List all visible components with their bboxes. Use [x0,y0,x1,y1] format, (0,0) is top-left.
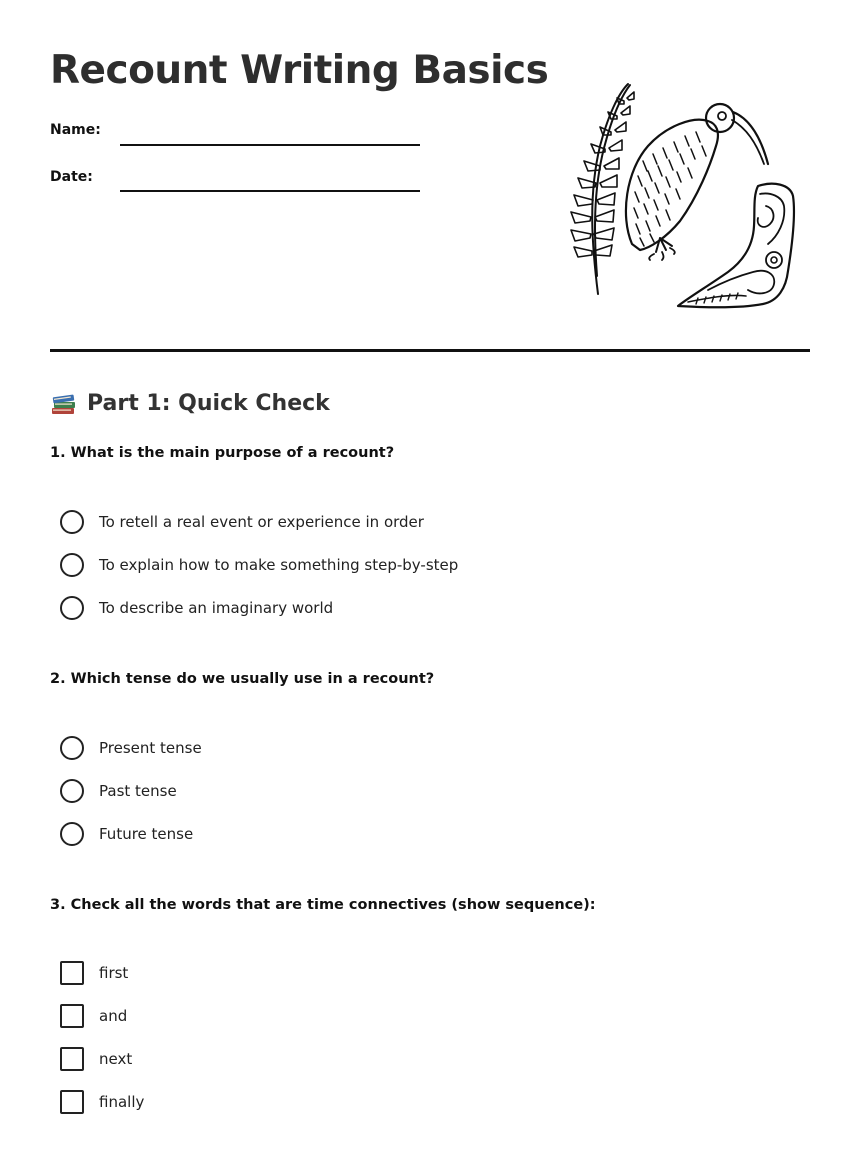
question-3-option-3[interactable] [60,1046,132,1072]
date-label: Date: [50,169,93,185]
question-1-option-2[interactable] [60,552,458,578]
carving-icon [678,184,794,308]
name-field[interactable] [120,144,420,146]
radio-button[interactable] [60,736,84,760]
option-label: Future tense [99,825,194,843]
option-label: To explain how to make something step-by-step [99,556,459,574]
question-3: 3. Check all the words that are time connectives (show sequence): [50,897,596,913]
radio-button[interactable] [60,779,84,803]
option-label: Present tense [99,739,202,757]
option-label: next [99,1050,133,1068]
question-2-option-3[interactable] [60,821,193,847]
page-title: Recount Writing Basics [50,48,549,93]
name-label: Name: [50,122,101,138]
question-2-option-2[interactable] [60,778,177,804]
question-1-option-1[interactable] [60,509,424,535]
radio-button[interactable] [60,510,84,534]
date-field[interactable] [120,190,420,192]
books-icon [50,389,78,417]
option-label: To retell a real event or experience in order [99,513,424,531]
radio-button[interactable] [60,822,84,846]
question-3-option-1[interactable] [60,960,128,986]
option-label: To describe an imaginary world [99,599,334,617]
checkbox[interactable] [60,961,84,985]
option-label: first [99,964,129,982]
option-label: Past tense [99,782,177,800]
header-divider [50,349,810,352]
question-3-option-2[interactable] [60,1003,127,1029]
checkbox[interactable] [60,1047,84,1071]
question-2: 2. Which tense do we usually use in a recount? [50,671,435,687]
question-1: 1. What is the main purpose of a recount? [50,445,395,461]
fern-kiwi-carving-illustration [548,76,798,312]
radio-button[interactable] [60,596,84,620]
question-1-option-3[interactable] [60,595,333,621]
question-2-option-1[interactable] [60,735,202,761]
radio-button[interactable] [60,553,84,577]
kiwi-icon [626,104,768,260]
section-heading-text: Part 1: Quick Check [87,390,330,416]
option-label: finally [99,1093,145,1111]
checkbox[interactable] [60,1090,84,1114]
fern-icon [571,84,634,294]
section-heading-part1 [50,389,330,417]
checkbox[interactable] [60,1004,84,1028]
question-3-option-4[interactable] [60,1089,144,1115]
option-label: and [99,1007,128,1025]
